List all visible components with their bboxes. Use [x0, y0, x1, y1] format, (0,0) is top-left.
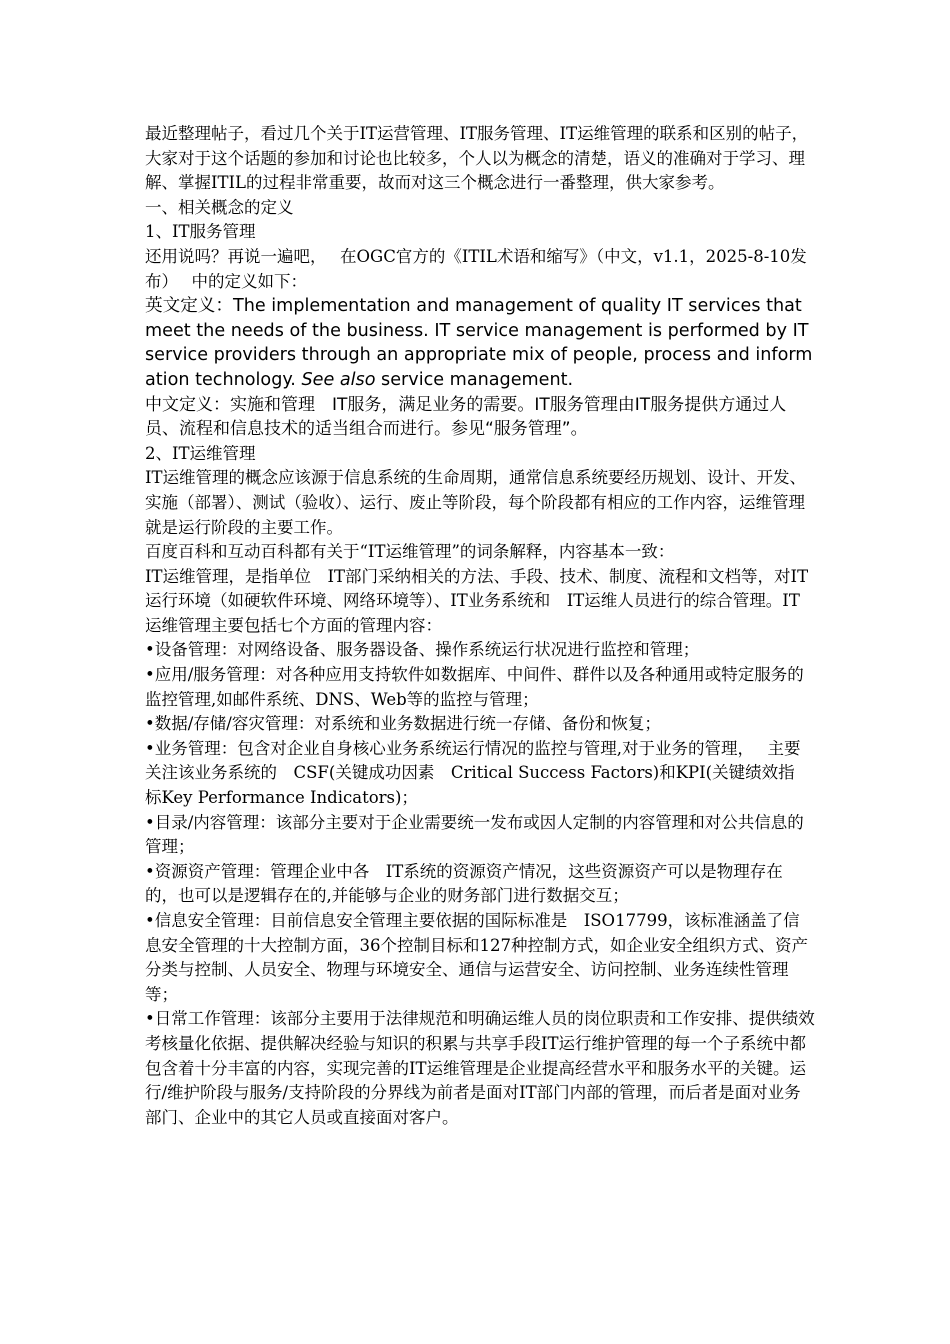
encyclopedia-paragraph: 百度百科和互动百科都有关于“IT运维管理”的词条解释，内容基本一致：: [145, 542, 675, 562]
definition-source-paragraph: 还用说吗？再说一遍吧， 在OGC官方的《ITIL术语和缩写》（中文，v1.1，2025-8-10发布） 中的定义如下：: [145, 246, 807, 291]
english-definition-tail: service management.: [375, 369, 574, 390]
heading-it-service-management: 1、IT服务管理: [145, 222, 256, 242]
bullet-daily-work-management: •日常工作管理：该部分主要用于法律规范和明确运维人员的岗位职责和工作安排、提供绩效考核量化依据、提供解决经验与知识的积累与共享手段IT运行维护管理的每一个子系统中都包含着十分丰富的内容，实现完善的IT运维管理是企业提高经营水平和服务水平的关键。运行/维护阶段与服务/支持阶段的分界线为前者是面对IT部门内部的管理，而后者是面对业务部门、企业中的其它人员或直接面对客户。: [145, 1009, 815, 1127]
bullet-application-service-management: •应用/服务管理：对各种应用支持软件如数据库、中间件、群件以及各种通用或特定服务的监控管理,如邮件系统、DNS、Web等的监控与管理；: [145, 665, 804, 709]
bullet-content-management: •目录/内容管理：该部分主要对于企业需要统一发布或因人定制的内容管理和对公共信息的管理；: [145, 812, 804, 857]
bullet-device-management: •设备管理：对网络设备、服务器设备、操作系统运行状况进行监控和管理；: [145, 640, 700, 660]
bullet-security-management: •信息安全管理：目前信息安全管理主要依据的国际标准是 ISO17799，该标准涵盖了信息安全管理的十大控制方面，36个控制目标和127种控制方式，如企业安全组织方式、资产分类与控制、人员安全、物理与环境安全、通信与运营安全、访问控制、业务连续性管理等；: [145, 911, 808, 1004]
bullet-data-storage-management: •数据/存储/容灾管理：对系统和业务数据进行统一存储、备份和恢复；: [145, 714, 661, 734]
chinese-definition-paragraph: 中文定义：实施和管理 IT服务，满足业务的需要。IT服务管理由IT服务提供方通过人员、流程和信息技术的适当组合而进行。参见“服务管理”。: [145, 394, 787, 440]
operations-definition-paragraph: IT运维管理，是指单位 IT部门采纳相关的方法、手段、技术、制度、流程和文档等，对IT运行环境（如硬软件环境、网络环境等）、IT业务系统和 IT运维人员进行的综合管理。IT运维管理主要包括七个方面的管理内容：: [145, 566, 809, 635]
intro-paragraph: 最近整理帖子，看过几个关于IT运营管理、IT服务管理、IT运维管理的联系和区别的帖子，大家对于这个话题的参加和讨论也比较多，个人以为概念的清楚，语义的准确对于学习、理解、掌握ITIL的过程非常重要，故而对这三个概念进行一番整理，供大家参考。: [145, 124, 809, 193]
operations-lifecycle-paragraph: IT运维管理的概念应该源于信息系统的生命周期，通常信息系统要经历规划、设计、开发、实施（部署）、测试（验收）、运行、废止等阶段，每个阶段都有相应的工作内容，运维管理就是运行阶段的主要工作。: [145, 468, 807, 537]
english-definition-paragraph: [145, 294, 815, 392]
bullet-asset-management: •资源资产管理：管理企业中各 IT系统的资源资产情况，这些资源资产可以是物理存在的，也可以是逻辑存在的,并能够与企业的财务部门进行数据交互；: [145, 861, 783, 906]
english-definition-prefix: 英文定义：: [145, 296, 233, 317]
english-definition-text: The implementation and management of quality IT services that meet the needs of the business. IT service management is performed by IT service providers through an appropriate mix of people, process and information technology.: [145, 296, 813, 390]
bullet-business-management: •业务管理：包含对企业自身核心业务系统运行情况的监控与管理,对于业务的管理， 主要关注该业务系统的 CSF(关键成功因素 Critical Success Factors)和KPI(关键绩效指 标Key Performance Indicators)；: [145, 738, 812, 808]
document-body: [145, 122, 815, 1130]
english-definition-see-also: See also: [301, 369, 376, 390]
heading-it-operations-management: 2、IT运维管理: [145, 443, 256, 463]
section-heading-definitions: 一、相关概念的定义: [145, 197, 294, 217]
